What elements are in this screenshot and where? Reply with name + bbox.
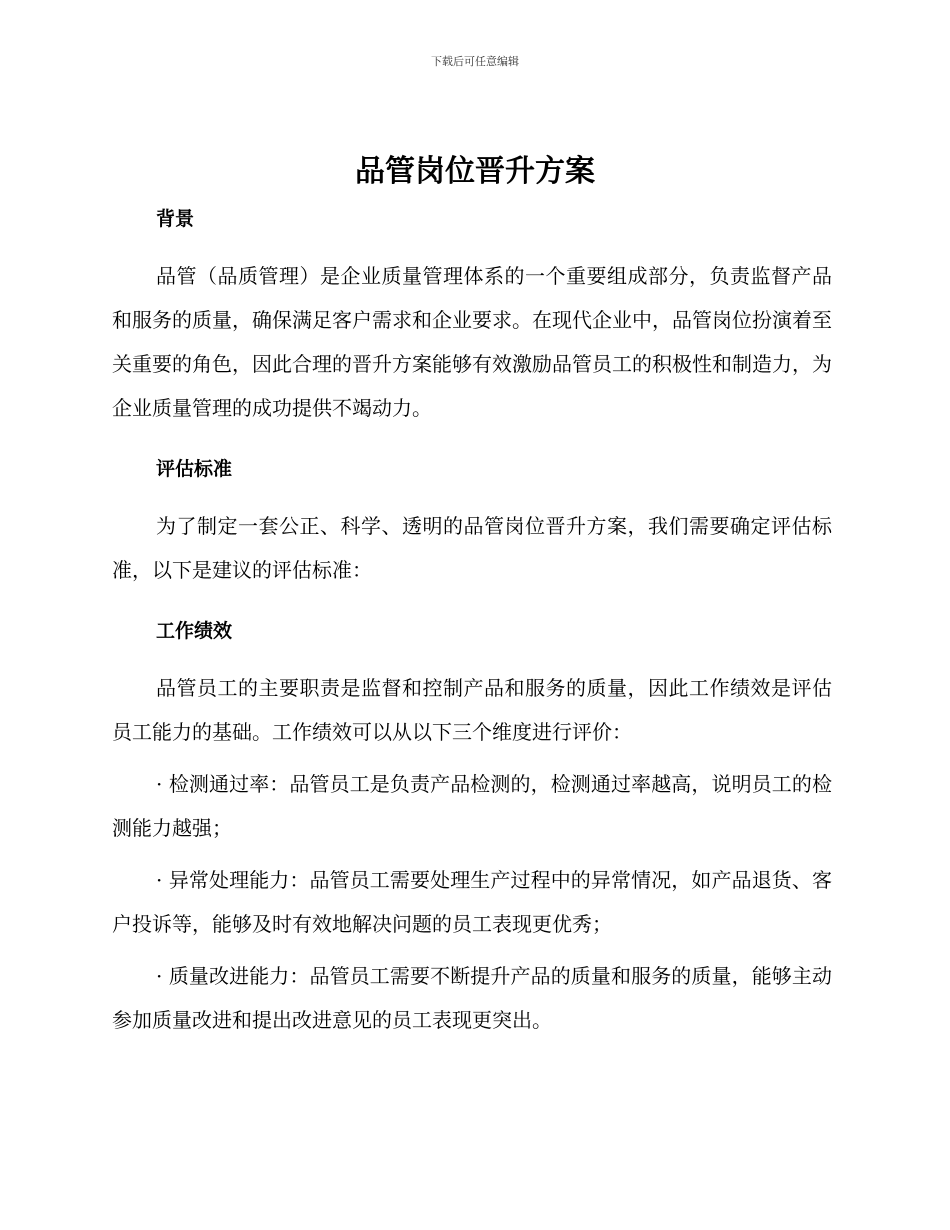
section-heading-background: 背景	[156, 208, 195, 230]
paragraph-performance: 品管员工的主要职责是监督和控制产品和服务的质量，因此工作绩效是评估员工能力的基础。工作绩效可以从以下三个维度进行评价：	[112, 676, 832, 744]
document-body	[112, 200, 832, 1042]
bullet-item-pass-rate: · 检测通过率：品管员工是负责产品检测的，检测通过率越高，说明员工的检测能力越强；	[112, 772, 832, 840]
section-heading-performance: 工作绩效	[156, 620, 233, 642]
header-note: 下载后可任意编辑	[431, 55, 519, 68]
document-title: 品管岗位晋升方案	[355, 154, 595, 189]
bullet-item-exception-handling: · 异常处理能力：品管员工需要处理生产过程中的异常情况，如产品退货、客户投诉等，能够及时有效地解决问题的员工表现更优秀；	[112, 868, 832, 936]
paragraph-background: 品管（品质管理）是企业质量管理体系的一个重要组成部分，负责监督产品和服务的质量，确保满足客户需求和企业要求。在现代企业中，品管岗位扮演着至关重要的角色，因此合理的晋升方案能够有效激励品管员工的积极性和制造力，为企业质量管理的成功提供不竭动力。	[112, 264, 832, 420]
bullet-item-quality-improvement: · 质量改进能力：品管员工需要不断提升产品的质量和服务的质量，能够主动参加质量改进和提出改进意见的员工表现更突出。	[112, 964, 832, 1032]
paragraph-evaluation: 为了制定一套公正、科学、透明的品管岗位晋升方案，我们需要确定评估标准，以下是建议的评估标准：	[112, 514, 832, 582]
section-heading-evaluation: 评估标准	[156, 458, 233, 480]
